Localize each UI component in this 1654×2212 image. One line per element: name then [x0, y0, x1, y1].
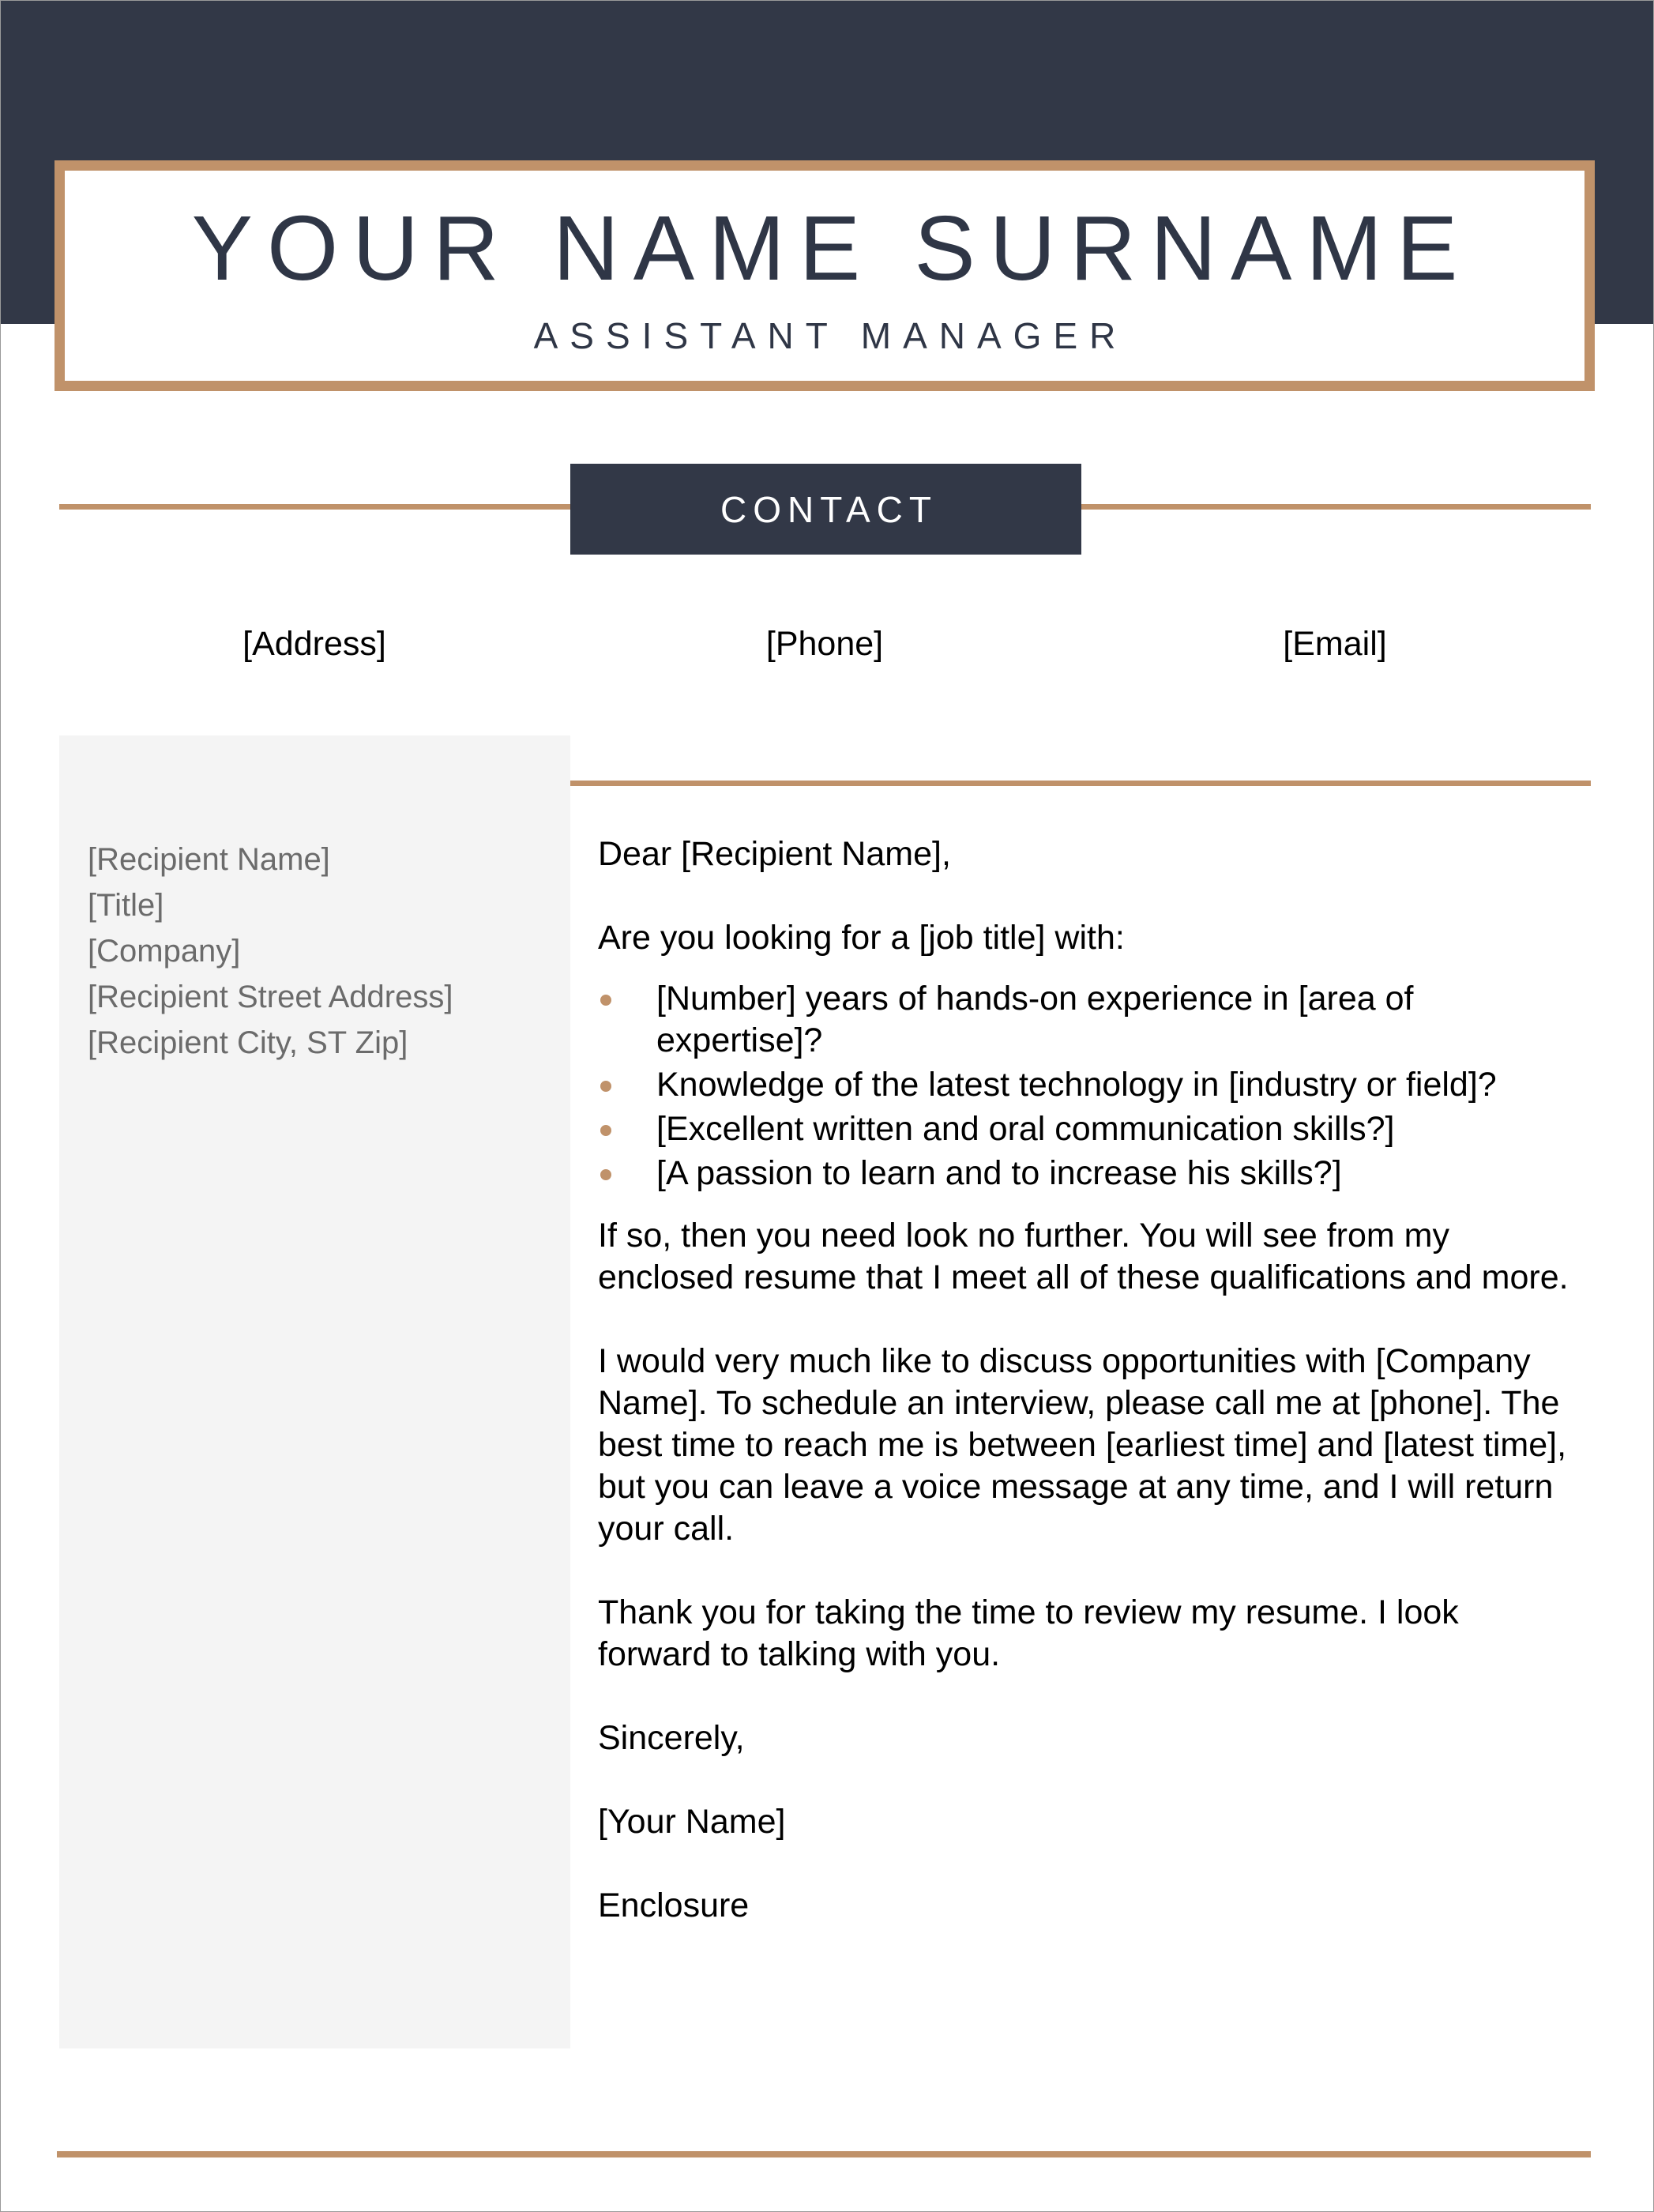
contact-email: [Email] [1283, 625, 1387, 663]
recipient-city: [Recipient City, ST Zip] [88, 1025, 408, 1060]
list-item: Knowledge of the latest technology in [industry or field]? [598, 1064, 1577, 1106]
recipient-title: [Title] [88, 888, 164, 923]
salutation: Dear [Recipient Name], [598, 835, 951, 873]
qualification-list [598, 978, 1577, 1194]
enclosure: Enclosure [598, 1887, 750, 1924]
person-name: YOUR NAME SURNAME [191, 197, 1472, 299]
letter-body [598, 833, 1577, 1927]
contact-divider-left [59, 504, 571, 510]
bullet-icon [600, 1081, 611, 1092]
job-title: ASSISTANT MANAGER [533, 315, 1128, 356]
recipient-company: [Company] [88, 934, 241, 969]
list-item: [Excellent written and oral communication skills?] [598, 1108, 1577, 1150]
bullet-icon [600, 1125, 611, 1136]
recipient-street: [Recipient Street Address] [88, 980, 453, 1014]
recipient-block [88, 837, 453, 1066]
footer-divider [57, 2151, 1591, 2157]
paragraph-1: If so, then you need look no further. You will see from my enclosed resume that I meet all of these qualifications and more. [598, 1217, 1569, 1296]
list-item: [A passion to learn and to increase his skills?] [598, 1153, 1577, 1194]
closing: Sincerely, [598, 1719, 745, 1757]
bullet-icon [600, 1169, 611, 1180]
contact-divider-right [1081, 504, 1591, 510]
contact-address: [Address] [242, 625, 386, 663]
signature: [Your Name] [598, 1803, 786, 1841]
paragraph-2: I would very much like to discuss opportunities with [Company Name]. To schedule an interview, please call me at [phone]. The best time to reach me is between [earliest time] and [latest time], but you can leave a voice message at any time, and I will return your call. [598, 1342, 1567, 1548]
bullet-icon [600, 995, 611, 1006]
list-item: [Number] years of hands-on experience in [area of expertise]? [598, 978, 1577, 1062]
contact-heading: CONTACT [570, 464, 1081, 555]
name-box [55, 160, 1595, 391]
paragraph-3: Thank you for taking the time to review my resume. I look forward to talking with you. [598, 1593, 1459, 1673]
recipient-name: [Recipient Name] [88, 842, 330, 877]
contact-phone: [Phone] [765, 625, 884, 663]
letter-divider [570, 781, 1591, 786]
intro-line: Are you looking for a [job title] with: [598, 919, 1125, 957]
